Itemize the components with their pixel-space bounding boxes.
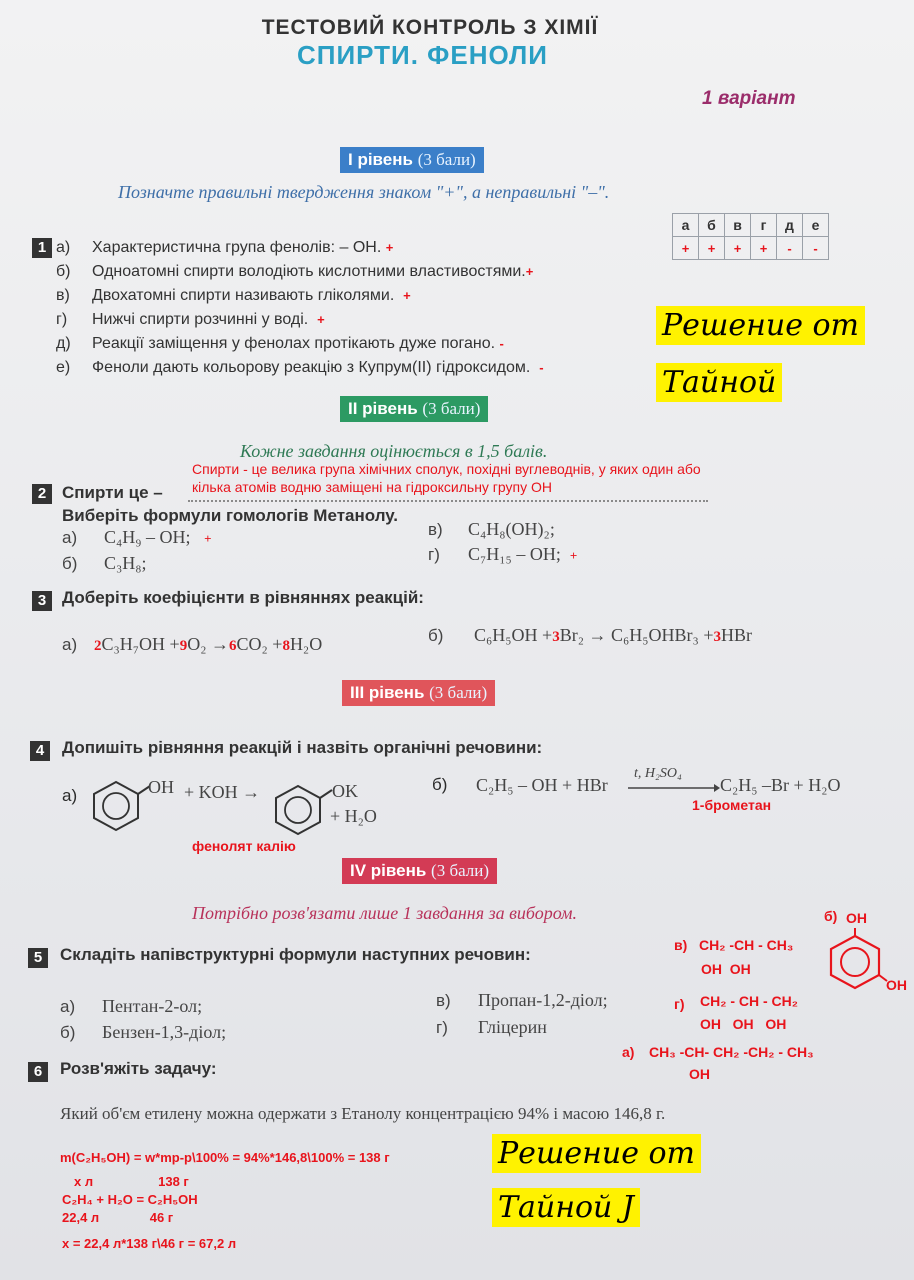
answer-table — [672, 213, 829, 260]
variant-label: 1 варіант — [702, 88, 796, 109]
q2-answer-line-1: Спирти - це велика група хімічних сполук, похідні вуглеводнів, у яких один або — [192, 461, 701, 477]
q5-item-a: а) Пентан-2-ол; — [60, 996, 203, 1016]
q5-hand-a-chain: CH₃ -CH- CH₂ -CH₂ - CH₃ — [649, 1044, 814, 1060]
q4b-product-name: 1-брометан — [692, 797, 772, 813]
q5-hand-a-label: а) — [622, 1044, 635, 1060]
q5-hand-c-oh: OH OH — [701, 961, 751, 977]
level-4-instruction: Потрібно розв'язати лише 1 завдання за вибором. — [192, 903, 578, 923]
level-4-points: (3 бали) — [431, 861, 490, 880]
q4b-letter: б) — [432, 775, 448, 794]
q6-solution-line-2: x л 138 г — [74, 1174, 189, 1189]
level-2-label: ІІ рівень — [348, 399, 418, 418]
q5-hand-c-label: в) — [674, 937, 688, 953]
level-2-instruction: Кожне завдання оцінюється в 1,5 балів. — [240, 441, 548, 461]
answer-value-cell: - — [777, 237, 803, 260]
question-1-statements — [56, 236, 544, 380]
level-1-label: І рівень — [348, 150, 413, 169]
statement-c: в) Двохатомні спирти називають гліколями. + — [56, 287, 411, 304]
question-6-number: 6 — [28, 1062, 48, 1082]
q2-answer-line — [188, 484, 708, 502]
statement-d: г) Нижчі спирти розчинні у воді. + — [56, 311, 325, 328]
answer-header-cell: г — [751, 214, 777, 237]
answer-header-cell: д — [777, 214, 803, 237]
q2-answer-line-2: кілька атомів водню заміщені на гідроксильну групу ОН — [192, 479, 553, 495]
q4-prompt: Допишіть рівняння реакцій і назвіть органічні речовини: — [62, 738, 543, 757]
q3-equation-a: а) 2C₃H₇OH +9O₂ →6CO₂ +8H₂O — [62, 634, 323, 654]
q5-hand-d-label: г) — [674, 996, 685, 1012]
level-4-badge — [342, 858, 497, 884]
q2-option-d: г) C₇H₁₅ – OH; + — [428, 544, 578, 564]
q6-solution-line-1: m(C₂H₅OH) = w*mр-р\100% = 94%*146,8\100% = 138 г — [60, 1150, 390, 1165]
statement-b: б) Одноатомні спирти володіють кислотними властивостями.+ — [56, 263, 534, 280]
q5-item-d: г) Гліцерин — [436, 1017, 547, 1037]
q6-solution-line-3: C₂H₄ + H₂O = C₂H₅OH — [62, 1192, 198, 1207]
watermark-2-line-1: Решение от — [492, 1134, 701, 1173]
statement-e: д) Реакції заміщення у фенолах протікають дуже погано. - — [56, 335, 504, 352]
question-1-number: 1 — [32, 238, 52, 258]
q5-item-c: в) Пропан-1,2-діол; — [436, 990, 608, 1010]
watermark-line-2: Тайной — [656, 363, 782, 402]
level-3-label: ІІІ рівень — [350, 683, 425, 702]
question-3-number: 3 — [32, 591, 52, 611]
watermark-2-line-2: Тайной J — [492, 1188, 640, 1227]
level-3-badge — [342, 680, 495, 706]
reaction-arrow-icon — [628, 782, 720, 794]
watermark-line-1: Решение от — [656, 306, 865, 345]
q4b-right: C₂H₅ –Br + H₂O — [720, 775, 841, 795]
q5-item-b: б) Бензен-1,3-діол; — [60, 1022, 227, 1042]
answer-value-cell: + — [751, 237, 777, 260]
level-1-badge — [340, 147, 484, 173]
q4a-reagent: + KOH → — [184, 782, 261, 802]
q4a-letter: а) — [62, 786, 78, 805]
level-2-points: (3 бали) — [422, 399, 481, 418]
answer-value-cell: + — [725, 237, 751, 260]
answer-value-cell: + — [699, 237, 725, 260]
q4b-left: C₂H₅ – OH + HBr — [476, 775, 608, 795]
q5-hand-d-chain: CH₂ - CH - CH₂ — [700, 993, 798, 1009]
q2-option-b: б) C₃H₈; — [62, 553, 147, 573]
q5-prompt: Складіть напівструктурні формули наступних речовин: — [60, 945, 531, 964]
q5-hand-c-chain: CH₂ -CH - CH₃ — [699, 937, 794, 953]
q5-hand-b-oh-right: OH — [886, 977, 907, 993]
q5-hand-a-oh: OH — [689, 1066, 710, 1082]
q6-task: Який об'єм етилену можна одержати з Етанолу концентрацією 94% і масою 146,8 г. — [60, 1104, 666, 1123]
q6-prompt: Розв'яжіть задачу: — [60, 1059, 217, 1078]
q2-prompt-2: Виберіть формули гомологів Метанолу. — [62, 506, 398, 525]
question-2-number: 2 — [32, 484, 52, 504]
level-2-badge — [340, 396, 488, 422]
answer-header-cell: е — [803, 214, 829, 237]
q4a-water: + H₂O — [330, 806, 377, 826]
worksheet-title: ТЕСТОВИЙ КОНТРОЛЬ З ХІМІЇ — [261, 16, 599, 39]
q5-hand-b-label: б) — [824, 908, 838, 924]
q5-hand-b-oh-top: OH — [846, 910, 867, 926]
q4a-oh: OH — [148, 777, 174, 797]
q4b-conditions: t, H₂SO₄ — [634, 766, 682, 781]
q2-option-a: а) C₄H₉ – OH; + — [62, 527, 212, 547]
level-4-label: ІV рівень — [350, 861, 427, 880]
statement-f: е) Феноли дають кольорову реакцію з Купрум(ІІ) гідроксидом. - — [56, 359, 544, 376]
q6-solution-line-4: 22,4 л 46 г — [62, 1210, 174, 1225]
q3-equation-b: б) C₆H₅OH +3Br₂ → C₆H₅OHBr₃ +3HBr — [428, 625, 752, 645]
answer-header-cell: б — [699, 214, 725, 237]
q6-solution-line-5: x = 22,4 л*138 г\46 г = 67,2 л — [62, 1236, 237, 1251]
level-3-points: (3 бали) — [429, 683, 488, 702]
benzene-diol-ring-icon — [826, 928, 888, 994]
worksheet-subtitle: СПИРТИ. ФЕНОЛИ — [297, 40, 548, 70]
q3-prompt: Доберіть коефіцієнти в рівняннях реакцій: — [62, 588, 424, 607]
question-4-number: 4 — [30, 741, 50, 761]
answer-header-cell: а — [673, 214, 699, 237]
answer-value-cell: + — [673, 237, 699, 260]
q4a-ok: OK — [332, 781, 358, 801]
q2-prompt: Спирти це – — [62, 483, 163, 502]
level-1-instruction: Позначте правильні твердження знаком "+", а неправильні "–". — [118, 182, 610, 202]
answer-value-cell: - — [803, 237, 829, 260]
statement-a: а) Характеристична група фенолів: – ОН. + — [56, 239, 394, 256]
q5-hand-d-oh: OH OH OH — [700, 1016, 787, 1032]
level-1-points: (3 бали) — [417, 150, 476, 169]
q2-option-c: в) C₄H₈(OH)₂; — [428, 519, 555, 539]
question-5-number: 5 — [28, 948, 48, 968]
q4a-product-name: фенолят калію — [192, 838, 296, 854]
answer-header-cell: в — [725, 214, 751, 237]
